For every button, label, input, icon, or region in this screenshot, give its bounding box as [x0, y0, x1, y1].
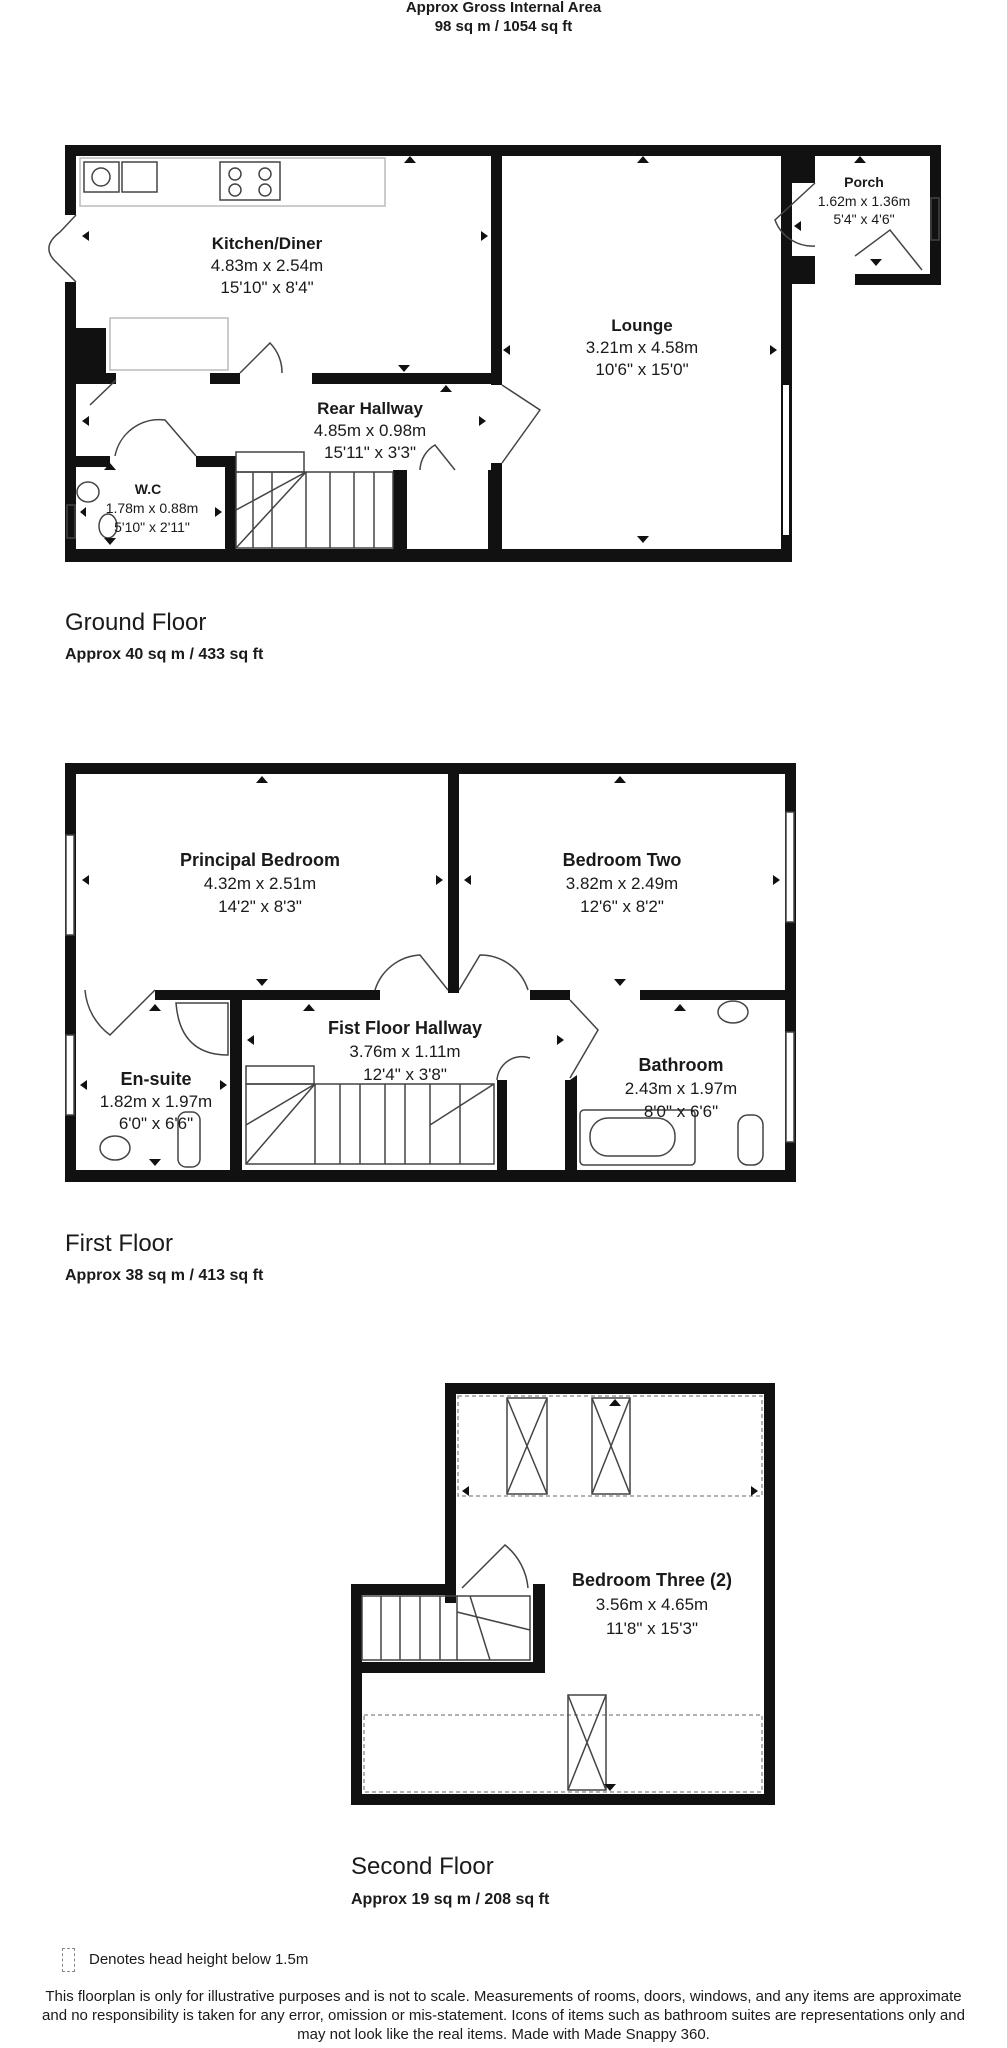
- second-floor-plan: [351, 1383, 775, 1805]
- room-name: Bedroom Three (2): [571, 1570, 733, 1590]
- floor-title-second: Second Floor: [351, 1853, 494, 1880]
- room-metric: 3.56m x 4.65m: [595, 1595, 709, 1614]
- room-imperial: 6'0" x 6'6": [118, 1114, 194, 1133]
- room-name: Kitchen/Diner: [211, 234, 323, 253]
- floor-title-ground: Ground Floor: [65, 609, 207, 636]
- room-name: W.C: [134, 481, 162, 497]
- room-metric: 3.21m x 4.58m: [585, 338, 699, 357]
- room-imperial: 15'11" x 3'3": [324, 443, 416, 462]
- floor-area-ground: Approx 40 sq m / 433 sq ft: [65, 646, 264, 663]
- disclaimer-line: may not look like the real items. Made with Made Snappy 360.: [297, 2026, 710, 2043]
- room-name: Lounge: [611, 316, 673, 335]
- room-name: Bathroom: [638, 1055, 724, 1075]
- disclaimer: [0, 1987, 1007, 2044]
- room-name: Fist Floor Hallway: [327, 1018, 483, 1038]
- dashed-box-icon: [62, 1948, 75, 1972]
- floor-area-first: Approx 38 sq m / 413 sq ft: [65, 1267, 264, 1284]
- floor-area-second: Approx 19 sq m / 208 sq ft: [351, 1891, 550, 1908]
- room-imperial: 10'6" x 15'0": [595, 360, 689, 379]
- legend-text: Denotes head height below 1.5m: [89, 1950, 309, 1968]
- room-metric: 3.76m x 1.11m: [349, 1042, 461, 1061]
- disclaimer-line: This floorplan is only for illustrative purposes and is not to scale. Measurements of rooms, doors, windows, and any items are approximate: [45, 1988, 962, 2005]
- room-metric: 2.43m x 1.97m: [624, 1079, 738, 1098]
- floor-title-first: First Floor: [65, 1230, 173, 1257]
- room-name: Bedroom Two: [562, 850, 682, 870]
- room-imperial: 15'10" x 8'4": [220, 278, 314, 297]
- room-metric: 1.78m x 0.88m: [105, 500, 199, 516]
- room-metric: 4.85m x 0.98m: [313, 421, 427, 440]
- room-metric: 3.82m x 2.49m: [565, 874, 679, 893]
- room-metric: 1.82m x 1.97m: [99, 1092, 213, 1111]
- room-imperial: 12'6" x 8'2": [580, 897, 664, 916]
- room-imperial: 5'10" x 2'11": [114, 519, 190, 535]
- room-metric: 1.62m x 1.36m: [817, 193, 911, 209]
- disclaimer-line: and no responsibility is taken for any error, omission or mis-statement. Icons of items such as bathroom suites are representations only and: [42, 2007, 965, 2024]
- room-name: En-suite: [120, 1069, 192, 1089]
- room-metric: 4.32m x 2.51m: [203, 874, 317, 893]
- room-imperial: 14'2" x 8'3": [218, 897, 302, 916]
- room-metric: 4.83m x 2.54m: [210, 256, 324, 275]
- room-imperial: 12'4" x 3'8": [363, 1065, 447, 1084]
- room-imperial: 5'4" x 4'6": [833, 211, 895, 227]
- legend: [62, 1948, 308, 1972]
- room-name: Rear Hallway: [317, 399, 423, 418]
- room-imperial: 11'8" x 15'3": [606, 1619, 698, 1638]
- gross-area-value: 98 sq m / 1054 sq ft: [434, 18, 573, 35]
- room-imperial: 8'0" x 6'6": [643, 1102, 719, 1121]
- gross-area-label: Approx Gross Internal Area: [405, 0, 602, 16]
- ground-dimension-arrows: [80, 156, 882, 545]
- room-name: Porch: [844, 174, 884, 190]
- room-name: Principal Bedroom: [179, 850, 341, 870]
